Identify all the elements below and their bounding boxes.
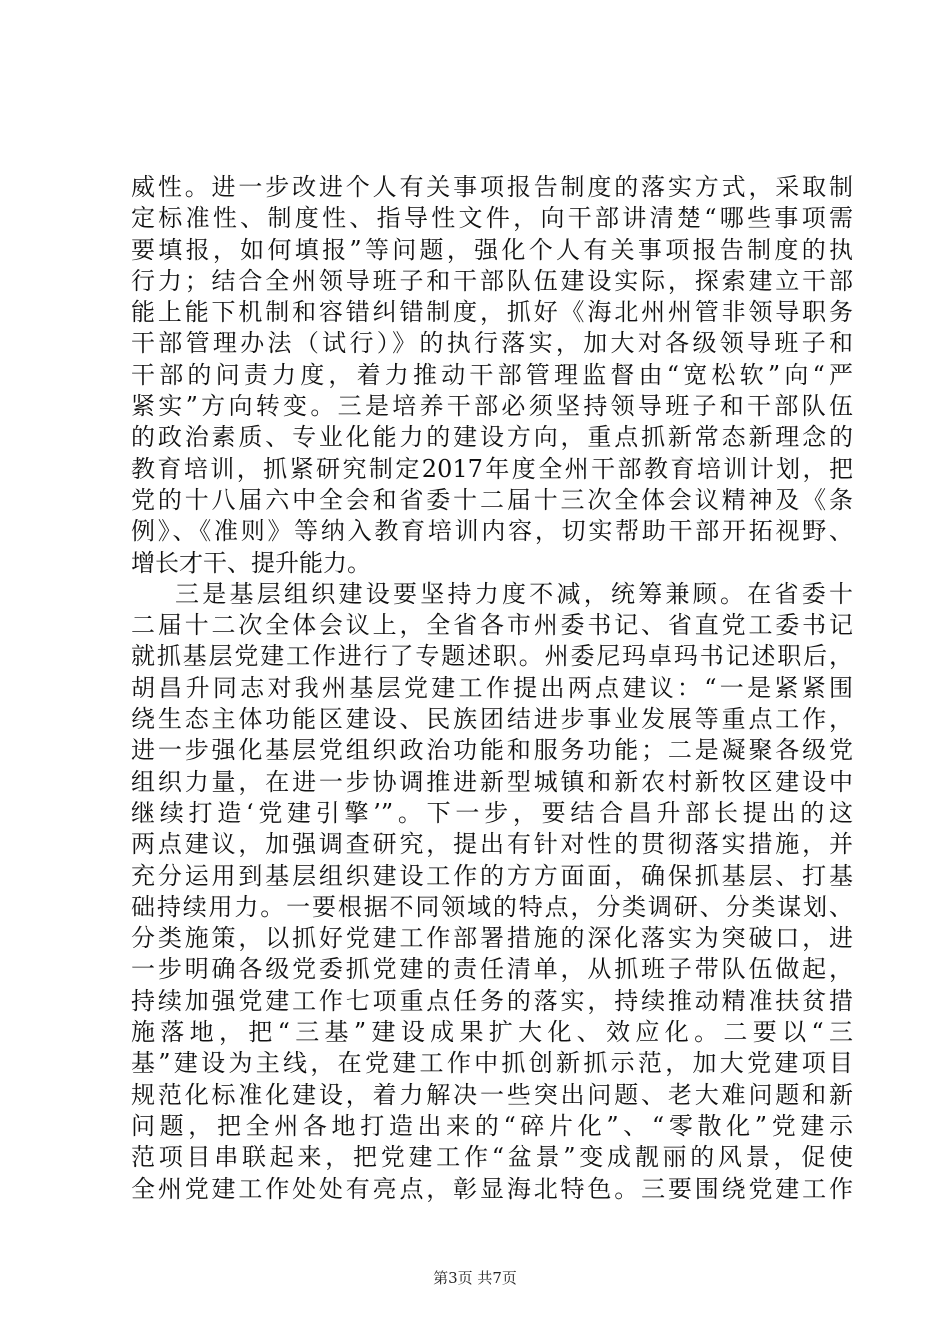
text-line: 绕生态主体功能区建设、民族团结进步事业发展等重点工作，: [131, 705, 853, 734]
text-line: 定标准性、制度性、指导性文件，向干部讲清楚“哪些事项需: [131, 204, 853, 233]
text-line: 二届十二次全体会议上，全省各市州委书记、省直党工委书记: [131, 611, 853, 640]
text-line: 干部的问责力度，着力推动干部管理监督由“宽松软”向“严: [131, 360, 853, 389]
text-line: 分类施策，以抓好党建工作部署措施的深化落实为突破口，进: [131, 924, 853, 953]
text-line: 紧实”方向转变。三是培养干部必须坚持领导班子和干部队伍: [131, 392, 853, 421]
text-line: 两点建议，加强调查研究，提出有针对性的贯彻落实措施，并: [131, 830, 853, 859]
text-line: 范项目串联起来，把党建工作“盆景”变成靓丽的风景，促使: [131, 1143, 853, 1172]
text-line: 干部管理办法（试行）》的执行落实，加大对各级领导班子和: [131, 329, 853, 358]
text-line: 一步明确各级党委抓党建的责任清单，从抓班子带队伍做起，: [131, 955, 853, 984]
text-line: 要填报，如何填报”等问题，强化个人有关事项报告制度的执: [131, 235, 853, 264]
text-line: 问题，把全州各地打造出来的“碎片化”、“零散化”党建示: [131, 1111, 853, 1140]
text-line: 进一步强化基层党组织政治功能和服务功能；二是凝聚各级党: [131, 736, 853, 765]
text-line: 施落地，把“三基”建设成果扩大化、效应化。二要以“三: [131, 1018, 853, 1047]
text-line: 继续打造‘党建引擎’”。下一步，要结合昌升部长提出的这: [131, 798, 853, 827]
text-line: 三是基层组织建设要坚持力度不减，统筹兼顾。在省委十: [175, 579, 853, 608]
text-line: 胡昌升同志对我州基层党建工作提出两点建议：“一是紧紧围: [131, 673, 853, 702]
text-line: 组织力量，在进一步协调推进新型城镇和新农村新牧区建设中: [131, 767, 853, 796]
text-line: 的政治素质、专业化能力的建设方向，重点抓新常态新理念的: [131, 423, 853, 452]
text-line: 能上能下机制和容错纠错制度，抓好《海北州州管非领导职务: [131, 298, 853, 327]
text-line: 威性。进一步改进个人有关事项报告制度的落实方式，采取制: [131, 173, 853, 201]
page-footer: 第3页 共7页: [433, 1269, 517, 1287]
text-line: 基”建设为主线，在党建工作中抓创新抓示范，加大党建项目: [131, 1049, 853, 1078]
text-line: 增长才干、提升能力。: [131, 548, 371, 577]
text-line: 例》、《准则》等纳入教育培训内容，切实帮助干部开拓视野、: [131, 517, 853, 546]
text-line: 充分运用到基层组织建设工作的方方面面，确保抓基层、打基: [131, 861, 853, 890]
text-line: 础持续用力。一要根据不同领域的特点，分类调研、分类谋划、: [131, 892, 853, 921]
text-line: 就抓基层党建工作进行了专题述职。州委尼玛卓玛书记述职后，: [131, 642, 853, 671]
text-line: 教育培训，抓紧研究制定2017年度全州干部教育培训计划，把: [131, 454, 853, 483]
text-line: 持续加强党建工作七项重点任务的落实，持续推动精准扶贫措: [131, 986, 853, 1015]
body-text: [131, 172, 853, 1205]
text-line: 党的十八届六中全会和省委十二届十三次全体会议精神及《条: [131, 485, 853, 514]
text-line: 规范化标准化建设，着力解决一些突出问题、老大难问题和新: [131, 1080, 853, 1109]
text-line: 行力；结合全州领导班子和干部队伍建设实际，探索建立干部: [131, 266, 853, 295]
text-line: 全州党建工作处处有亮点，彰显海北特色。三要围绕党建工作: [131, 1174, 853, 1203]
